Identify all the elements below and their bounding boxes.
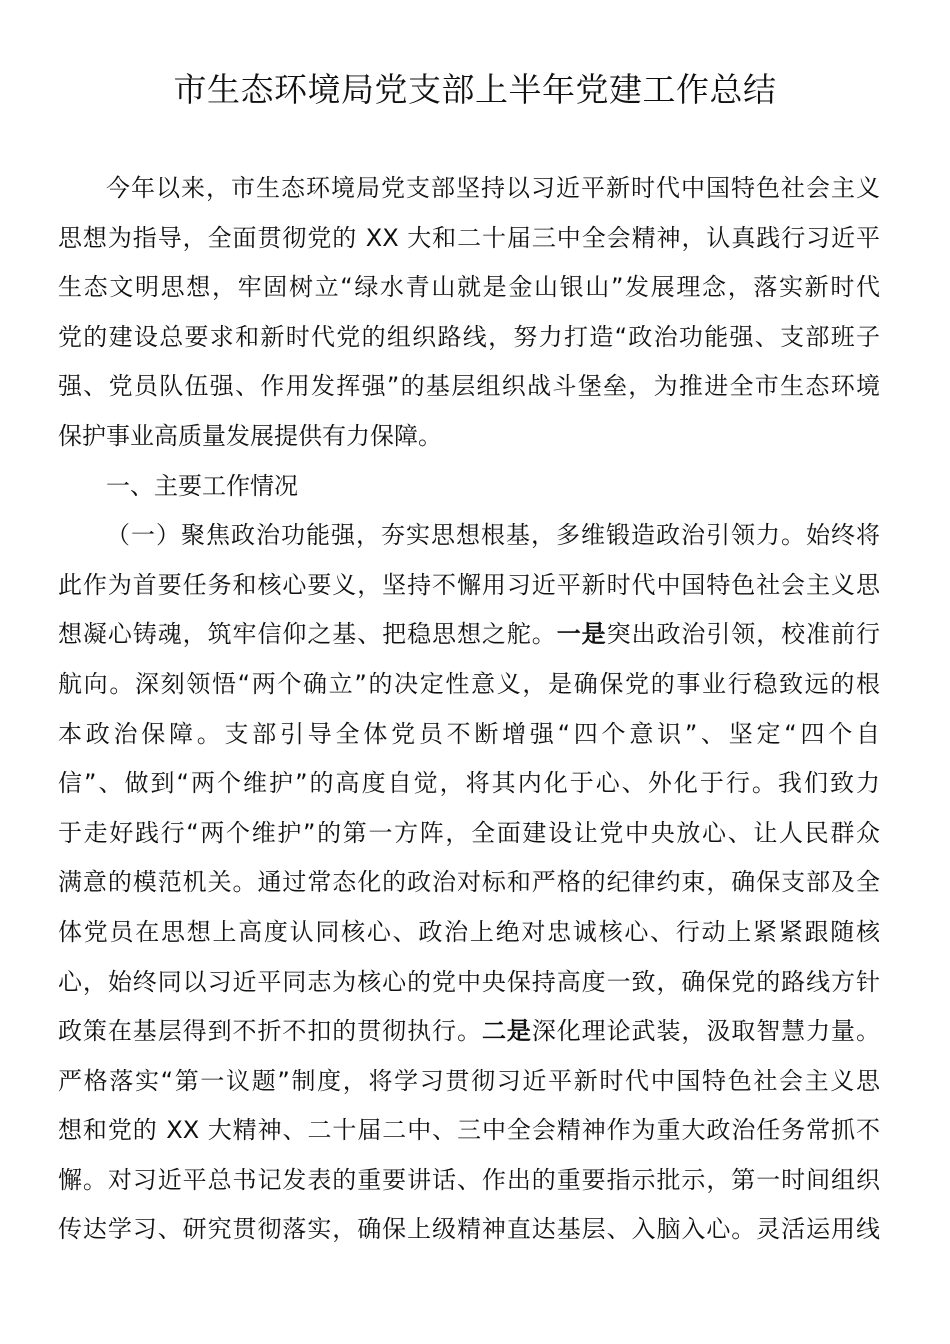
section-paragraph bbox=[58, 511, 880, 1255]
text-line: 体党员在思想上高度认同核心、政治上绝对忠诚核心、行动上紧紧跟随核 bbox=[58, 917, 880, 946]
text-line: 航向。深刻领悟“两个确立”的决定性意义，是确保党的事业行稳致远的根 bbox=[58, 669, 880, 698]
text-line: 此作为首要任务和核心要义，坚持不懈用习近平新时代中国特色社会主义思 bbox=[58, 570, 880, 599]
section-heading: 一、主要工作情况 bbox=[106, 471, 298, 500]
text-line: 传达学习、研究贯彻落实，确保上级精神直达基层、入脑入心。灵活运用线 bbox=[58, 1215, 880, 1244]
text-line bbox=[58, 610, 880, 660]
text-line: （一）聚焦政治功能强，夯实思想根基，多维锻造政治引领力。始终将 bbox=[106, 521, 880, 550]
text-line: 于走好践行“两个维护”的第一方阵，全面建设让党中央放心、让人民群众 bbox=[58, 818, 880, 847]
text-line: 信”、做到“两个维护”的高度自觉，将其内化于心、外化于行。我们致力 bbox=[58, 769, 880, 798]
text-segment: 深化理论武装，汲取智慧力量。 bbox=[531, 1017, 880, 1046]
text-line: 党的建设总要求和新时代党的组织路线，努力打造“政治功能强、支部班子 bbox=[58, 322, 880, 351]
text-line: 强、党员队伍强、作用发挥强”的基层组织战斗堡垒，为推进全市生态环境 bbox=[58, 372, 880, 401]
text-line: 今年以来，市生态环境局党支部坚持以习近平新时代中国特色社会主义 bbox=[106, 174, 880, 202]
text-segment: 突出政治引领，校准前行 bbox=[606, 620, 880, 649]
document-title: 市生态环境局党支部上半年党建工作总结 bbox=[173, 70, 777, 109]
text-line: 满意的模范机关。通过常态化的政治对标和严格的纪律约束，确保支部及全 bbox=[58, 868, 880, 897]
text-line: 生态文明思想，牢固树立“绿水青山就是金山银山”发展理念，落实新时代 bbox=[58, 273, 880, 302]
text-line bbox=[58, 1007, 880, 1057]
text-line: 懈。对习近平总书记发表的重要讲话、作出的重要指示批示，第一时间组织 bbox=[58, 1165, 880, 1194]
text-line: 保护事业高质量发展提供有力保障。 bbox=[58, 421, 442, 450]
bold-marker: 一是 bbox=[556, 620, 607, 649]
text-segment: 政策在基层得到不折不扣的贯彻执行。 bbox=[58, 1017, 482, 1046]
document-body bbox=[58, 164, 880, 1255]
intro-paragraph bbox=[58, 164, 880, 462]
bold-marker: 二是 bbox=[481, 1017, 532, 1046]
text-segment: 想凝心铸魂，筑牢信仰之基、把稳思想之舵。 bbox=[58, 620, 557, 649]
text-line: 严格落实“第一议题”制度，将学习贯彻习近平新时代中国特色社会主义思 bbox=[58, 1066, 880, 1095]
text-line: 本政治保障。支部引导全体党员不断增强“四个意识”、坚定“四个自 bbox=[58, 719, 880, 748]
text-line: 想和党的 XX 大精神、二十届二中、三中全会精神作为重大政治任务常抓不 bbox=[58, 1116, 880, 1145]
text-line: 心，始终同以习近平同志为核心的党中央保持高度一致，确保党的路线方针 bbox=[58, 967, 880, 996]
text-line: 思想为指导，全面贯彻党的 XX 大和二十届三中全会精神，认真践行习近平 bbox=[58, 223, 880, 252]
